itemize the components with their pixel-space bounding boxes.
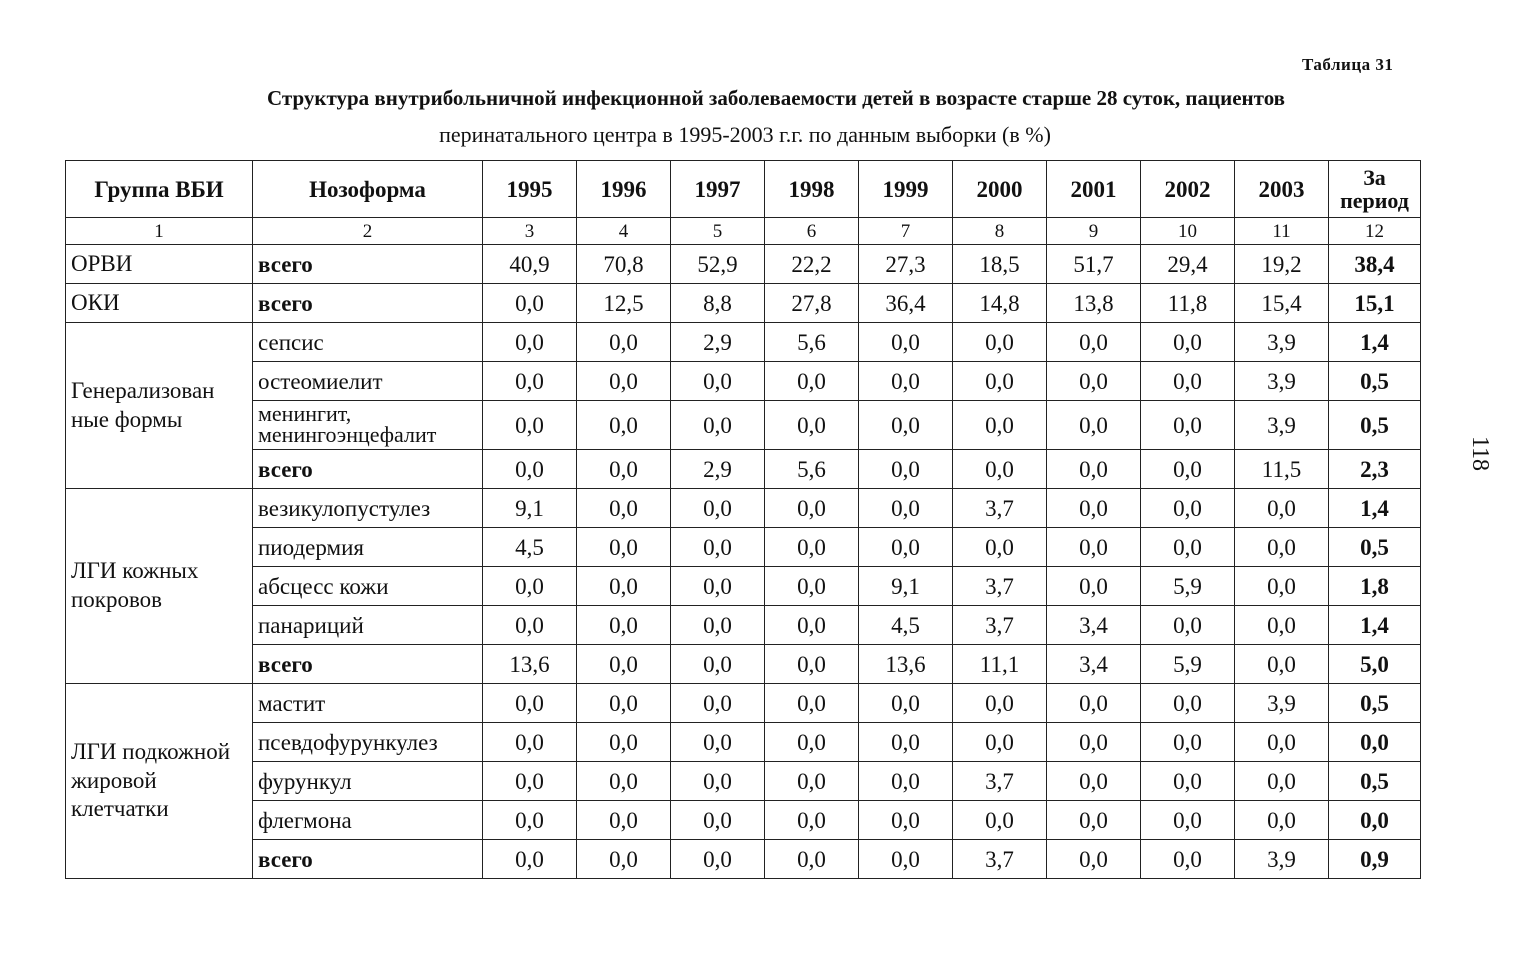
nosoform-total-cell: всего: [253, 245, 483, 284]
year-value-cell: 3,9: [1235, 362, 1329, 401]
header-nosoform: Нозоформа: [253, 161, 483, 218]
year-value-cell: 0,0: [671, 762, 765, 801]
column-number-cell: 6: [765, 218, 859, 245]
nosoform-cell: остеомиелит: [253, 362, 483, 401]
year-value-cell: 0,0: [671, 606, 765, 645]
year-value-cell: 40,9: [483, 245, 577, 284]
year-value-cell: 0,0: [1141, 762, 1235, 801]
period-value-cell: 0,0: [1329, 723, 1421, 762]
period-value-cell: 5,0: [1329, 645, 1421, 684]
year-value-cell: 12,5: [577, 284, 671, 323]
year-value-cell: 0,0: [1047, 723, 1141, 762]
nosoform-total-cell: всего: [253, 284, 483, 323]
nosoform-cell: панариций: [253, 606, 483, 645]
year-value-cell: 0,0: [953, 684, 1047, 723]
header-year: 1995: [483, 161, 577, 218]
header-year: 2001: [1047, 161, 1141, 218]
table-row: [66, 840, 1421, 879]
year-value-cell: 0,0: [1047, 684, 1141, 723]
year-value-cell: 0,0: [1235, 528, 1329, 567]
period-value-cell: 38,4: [1329, 245, 1421, 284]
year-value-cell: 0,0: [1235, 489, 1329, 528]
period-value-cell: 2,3: [1329, 450, 1421, 489]
year-value-cell: 0,0: [1235, 606, 1329, 645]
year-value-cell: 0,0: [483, 762, 577, 801]
year-value-cell: 0,0: [577, 567, 671, 606]
nosoform-cell: пиодермия: [253, 528, 483, 567]
period-value-cell: 0,5: [1329, 684, 1421, 723]
column-number-cell: 1: [66, 218, 253, 245]
year-value-cell: 4,5: [859, 606, 953, 645]
period-value-cell: 0,5: [1329, 762, 1421, 801]
group-name-cell: Генерализован ные формы: [66, 323, 253, 489]
year-value-cell: 52,9: [671, 245, 765, 284]
nosoform-total-cell: всего: [253, 840, 483, 879]
table-row: [66, 450, 1421, 489]
year-value-cell: 0,0: [859, 762, 953, 801]
year-value-cell: 5,6: [765, 323, 859, 362]
table-row: [66, 684, 1421, 723]
year-value-cell: 0,0: [1141, 401, 1235, 450]
year-value-cell: 3,4: [1047, 645, 1141, 684]
table-label: Таблица 31: [1302, 55, 1394, 74]
nosoform-cell: абсцесс кожи: [253, 567, 483, 606]
year-value-cell: 0,0: [859, 801, 953, 840]
table-row: [66, 245, 1421, 284]
year-value-cell: 0,0: [577, 606, 671, 645]
year-value-cell: 3,9: [1235, 323, 1329, 362]
header-year: 2003: [1235, 161, 1329, 218]
column-number-cell: 10: [1141, 218, 1235, 245]
year-value-cell: 0,0: [953, 528, 1047, 567]
year-value-cell: 0,0: [859, 362, 953, 401]
year-value-cell: 0,0: [483, 801, 577, 840]
year-value-cell: 0,0: [953, 450, 1047, 489]
year-value-cell: 0,0: [577, 645, 671, 684]
table-row: [66, 606, 1421, 645]
year-value-cell: 19,2: [1235, 245, 1329, 284]
period-value-cell: 0,9: [1329, 840, 1421, 879]
year-value-cell: 0,0: [953, 401, 1047, 450]
table-row: [66, 801, 1421, 840]
period-value-cell: 15,1: [1329, 284, 1421, 323]
nosoform-cell: сепсис: [253, 323, 483, 362]
year-value-cell: 29,4: [1141, 245, 1235, 284]
year-value-cell: 3,9: [1235, 684, 1329, 723]
column-numbers-row: [66, 218, 1421, 245]
column-number-cell: 8: [953, 218, 1047, 245]
year-value-cell: 0,0: [859, 489, 953, 528]
year-value-cell: 0,0: [671, 723, 765, 762]
year-value-cell: 0,0: [671, 645, 765, 684]
period-value-cell: 0,0: [1329, 801, 1421, 840]
table-row: [66, 284, 1421, 323]
year-value-cell: 13,8: [1047, 284, 1141, 323]
header-year: 1998: [765, 161, 859, 218]
year-value-cell: 0,0: [859, 401, 953, 450]
vbi-structure-table: [65, 160, 1421, 879]
period-value-cell: 1,4: [1329, 323, 1421, 362]
year-value-cell: 0,0: [1047, 762, 1141, 801]
table-row: [66, 323, 1421, 362]
year-value-cell: 3,9: [1235, 840, 1329, 879]
year-value-cell: 0,0: [859, 723, 953, 762]
year-value-cell: 4,5: [483, 528, 577, 567]
header-year: 1997: [671, 161, 765, 218]
year-value-cell: 0,0: [671, 489, 765, 528]
group-name-cell: ОКИ: [66, 284, 253, 323]
table-title-line-1: Структура внутрибольничной инфекционной заболеваемости детей в возрасте старше 28 суток, пациентов: [266, 86, 1286, 110]
nosoform-total-cell: всего: [253, 645, 483, 684]
year-value-cell: 0,0: [577, 684, 671, 723]
table-row: [66, 762, 1421, 801]
nosoform-cell: мастит: [253, 684, 483, 723]
year-value-cell: 0,0: [859, 450, 953, 489]
header-year: 1996: [577, 161, 671, 218]
column-number-cell: 5: [671, 218, 765, 245]
year-value-cell: 2,9: [671, 450, 765, 489]
year-value-cell: 0,0: [577, 362, 671, 401]
year-value-cell: 11,5: [1235, 450, 1329, 489]
year-value-cell: 0,0: [577, 801, 671, 840]
year-value-cell: 0,0: [671, 801, 765, 840]
year-value-cell: 0,0: [483, 723, 577, 762]
table-title-line-2: перинатального центра в 1995-2003 г.г. по данным выборки (в %): [439, 122, 1051, 147]
column-number-cell: 7: [859, 218, 953, 245]
header-group: Группа ВБИ: [66, 161, 253, 218]
year-value-cell: 0,0: [765, 489, 859, 528]
column-number-cell: 12: [1329, 218, 1421, 245]
year-value-cell: 3,7: [953, 489, 1047, 528]
year-value-cell: 0,0: [859, 528, 953, 567]
year-value-cell: 0,0: [1235, 762, 1329, 801]
nosoform-cell: везикулопустулез: [253, 489, 483, 528]
year-value-cell: 9,1: [859, 567, 953, 606]
year-value-cell: 36,4: [859, 284, 953, 323]
year-value-cell: 0,0: [765, 762, 859, 801]
column-number-cell: 11: [1235, 218, 1329, 245]
year-value-cell: 13,6: [483, 645, 577, 684]
header-period-line2: период: [1340, 188, 1409, 213]
year-value-cell: 13,6: [859, 645, 953, 684]
year-value-cell: 3,7: [953, 762, 1047, 801]
period-value-cell: 0,5: [1329, 528, 1421, 567]
header-year: 2002: [1141, 161, 1235, 218]
year-value-cell: 0,0: [1141, 489, 1235, 528]
column-number-cell: 3: [483, 218, 577, 245]
group-name-cell: ЛГИ кожных покровов: [66, 489, 253, 684]
year-value-cell: 0,0: [953, 801, 1047, 840]
year-value-cell: 0,0: [765, 684, 859, 723]
year-value-cell: 0,0: [1047, 801, 1141, 840]
year-value-cell: 0,0: [765, 567, 859, 606]
nosoform-cell: псевдофурункулез: [253, 723, 483, 762]
year-value-cell: 0,0: [1047, 489, 1141, 528]
year-value-cell: 0,0: [1141, 801, 1235, 840]
page-number: 118: [1467, 435, 1494, 472]
group-name-cell: ОРВИ: [66, 245, 253, 284]
year-value-cell: 0,0: [671, 567, 765, 606]
year-value-cell: 0,0: [953, 323, 1047, 362]
year-value-cell: 0,0: [1141, 450, 1235, 489]
table-row: [66, 567, 1421, 606]
year-value-cell: 0,0: [1047, 362, 1141, 401]
nosoform-cell: менингит, менингоэнцефалит: [253, 401, 483, 450]
group-name-cell: ЛГИ подкожной жировой клетчатки: [66, 684, 253, 879]
nosoform-total-cell: всего: [253, 450, 483, 489]
year-value-cell: 14,8: [953, 284, 1047, 323]
year-value-cell: 0,0: [765, 645, 859, 684]
year-value-cell: 0,0: [671, 684, 765, 723]
year-value-cell: 0,0: [671, 362, 765, 401]
table-row: [66, 528, 1421, 567]
period-value-cell: 1,8: [1329, 567, 1421, 606]
year-value-cell: 0,0: [1141, 840, 1235, 879]
year-value-cell: 0,0: [765, 528, 859, 567]
year-value-cell: 3,9: [1235, 401, 1329, 450]
year-value-cell: 0,0: [1235, 801, 1329, 840]
column-number-cell: 9: [1047, 218, 1141, 245]
year-value-cell: 0,0: [1235, 567, 1329, 606]
year-value-cell: 3,4: [1047, 606, 1141, 645]
year-value-cell: 0,0: [671, 528, 765, 567]
year-value-cell: 2,9: [671, 323, 765, 362]
year-value-cell: 0,0: [1047, 528, 1141, 567]
year-value-cell: 0,0: [577, 323, 671, 362]
year-value-cell: 3,7: [953, 567, 1047, 606]
year-value-cell: 0,0: [483, 362, 577, 401]
year-value-cell: 0,0: [765, 840, 859, 879]
year-value-cell: 5,6: [765, 450, 859, 489]
year-value-cell: 0,0: [483, 450, 577, 489]
year-value-cell: 9,1: [483, 489, 577, 528]
table-row: [66, 401, 1421, 450]
year-value-cell: 0,0: [1235, 645, 1329, 684]
year-value-cell: 5,9: [1141, 567, 1235, 606]
period-value-cell: 0,5: [1329, 401, 1421, 450]
year-value-cell: 0,0: [1047, 401, 1141, 450]
year-value-cell: 0,0: [671, 401, 765, 450]
year-value-cell: 0,0: [577, 489, 671, 528]
year-value-cell: 5,9: [1141, 645, 1235, 684]
year-value-cell: 0,0: [483, 567, 577, 606]
table-row: [66, 362, 1421, 401]
year-value-cell: 0,0: [1047, 450, 1141, 489]
year-value-cell: 0,0: [1141, 606, 1235, 645]
period-value-cell: 1,4: [1329, 606, 1421, 645]
year-value-cell: 0,0: [1047, 323, 1141, 362]
year-value-cell: 22,2: [765, 245, 859, 284]
year-value-cell: 0,0: [1141, 684, 1235, 723]
year-value-cell: 0,0: [671, 840, 765, 879]
year-value-cell: 0,0: [859, 684, 953, 723]
year-value-cell: 0,0: [577, 401, 671, 450]
year-value-cell: 0,0: [483, 284, 577, 323]
year-value-cell: 0,0: [577, 840, 671, 879]
year-value-cell: 0,0: [1235, 723, 1329, 762]
year-value-cell: 0,0: [765, 362, 859, 401]
header-year: 2000: [953, 161, 1047, 218]
period-value-cell: 1,4: [1329, 489, 1421, 528]
year-value-cell: 0,0: [483, 684, 577, 723]
year-value-cell: 0,0: [483, 840, 577, 879]
year-value-cell: 0,0: [765, 606, 859, 645]
header-year: 1999: [859, 161, 953, 218]
nosoform-cell: флегмона: [253, 801, 483, 840]
year-value-cell: 3,7: [953, 840, 1047, 879]
year-value-cell: 0,0: [577, 762, 671, 801]
year-value-cell: 0,0: [577, 450, 671, 489]
year-value-cell: 8,8: [671, 284, 765, 323]
header-period: [1329, 161, 1421, 218]
column-number-cell: 2: [253, 218, 483, 245]
year-value-cell: 0,0: [1047, 840, 1141, 879]
year-value-cell: 3,7: [953, 606, 1047, 645]
year-value-cell: 0,0: [953, 362, 1047, 401]
year-value-cell: 0,0: [1141, 723, 1235, 762]
year-value-cell: 0,0: [577, 528, 671, 567]
year-value-cell: 27,3: [859, 245, 953, 284]
year-value-cell: 0,0: [577, 723, 671, 762]
year-value-cell: 11,1: [953, 645, 1047, 684]
nosoform-cell: фурункул: [253, 762, 483, 801]
year-value-cell: 0,0: [483, 323, 577, 362]
year-value-cell: 0,0: [1047, 567, 1141, 606]
year-value-cell: 0,0: [1141, 528, 1235, 567]
year-value-cell: 0,0: [1141, 362, 1235, 401]
period-value-cell: 0,5: [1329, 362, 1421, 401]
year-value-cell: 11,8: [1141, 284, 1235, 323]
table-body: [66, 245, 1421, 879]
year-value-cell: 18,5: [953, 245, 1047, 284]
year-value-cell: 0,0: [859, 840, 953, 879]
year-value-cell: 0,0: [953, 723, 1047, 762]
year-value-cell: 27,8: [765, 284, 859, 323]
year-value-cell: 0,0: [483, 606, 577, 645]
year-value-cell: 0,0: [765, 801, 859, 840]
year-value-cell: 0,0: [483, 401, 577, 450]
column-number-cell: 4: [577, 218, 671, 245]
year-value-cell: 51,7: [1047, 245, 1141, 284]
year-value-cell: 70,8: [577, 245, 671, 284]
table-row: [66, 645, 1421, 684]
year-value-cell: 0,0: [765, 723, 859, 762]
year-value-cell: 15,4: [1235, 284, 1329, 323]
table-row: [66, 489, 1421, 528]
header-period-line1: За: [1363, 164, 1386, 190]
header-row: [66, 161, 1421, 218]
year-value-cell: 0,0: [1141, 323, 1235, 362]
year-value-cell: 0,0: [765, 401, 859, 450]
year-value-cell: 0,0: [859, 323, 953, 362]
table-row: [66, 723, 1421, 762]
